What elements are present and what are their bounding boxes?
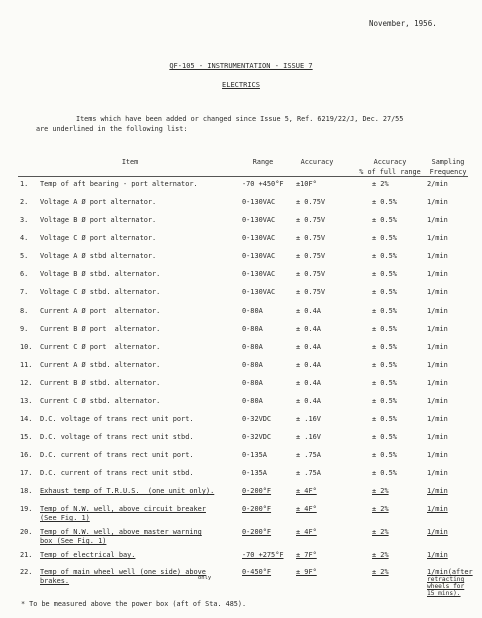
row-number: 5.: [20, 252, 29, 260]
row-sampling: 1/min: [427, 551, 448, 559]
row-sampling: 1/min: [427, 469, 448, 477]
row-accuracy: ± .16V: [296, 433, 321, 441]
row-accuracy: ± 4F°: [296, 487, 317, 495]
row-item: Temp of main wheel well (one side) above: [40, 568, 206, 576]
row-accuracy: ± 0.4A: [296, 397, 321, 405]
row-range: 0-130VAC: [242, 288, 276, 296]
row-item: Temp of aft bearing - port alternator.: [40, 180, 198, 188]
row-accuracy: ± 0.4A: [296, 343, 321, 351]
row-item: Voltage B Ø port alternator.: [40, 216, 157, 224]
row-accuracy: ± 0.4A: [296, 325, 321, 333]
row-accuracy-pfr: ± 0.5%: [372, 343, 397, 351]
row-item: Voltage C Ø port alternator.: [40, 234, 157, 242]
row-accuracy: ± 9F°: [296, 568, 317, 576]
header-range: Range: [252, 158, 274, 166]
row-sampling-continued: 15 mins).: [427, 590, 461, 597]
row-sampling: 1/min: [427, 216, 448, 224]
footnote: * To be measured above the power box (aft of Sta. 485).: [21, 600, 247, 608]
row-sampling: 1/min: [427, 379, 448, 387]
row-sampling: 1/min: [427, 288, 448, 296]
row-item: Temp of N.W. well, above master warning: [40, 528, 202, 536]
row-item-note: only: [198, 575, 212, 581]
row-accuracy: ± .75A: [296, 451, 321, 459]
row-item: Current C Ø port alternator.: [40, 343, 161, 351]
row-number: 11.: [20, 361, 33, 369]
row-number: 17.: [20, 469, 33, 477]
row-number: 1.: [20, 180, 29, 188]
row-accuracy: ± 0.75V: [296, 252, 326, 260]
row-range: 0-80A: [242, 397, 263, 405]
row-number: 16.: [20, 451, 33, 459]
row-number: 6.: [20, 270, 29, 278]
row-range: 0-32VDC: [242, 415, 272, 423]
row-accuracy-pfr: ± 0.5%: [372, 252, 397, 260]
row-sampling: 1/min: [427, 415, 448, 423]
row-item: Voltage A Ø stbd alternator.: [40, 252, 157, 260]
row-accuracy: ± 7F°: [296, 551, 317, 559]
row-accuracy: ± 0.4A: [296, 307, 321, 315]
header-item: Item: [121, 158, 139, 166]
row-accuracy: ± 0.75V: [296, 198, 326, 206]
row-number: 14.: [20, 415, 33, 423]
row-range: 0-80A: [242, 307, 263, 315]
row-item: Current B Ø stbd. alternator.: [40, 379, 161, 387]
row-item: Current A Ø port alternator.: [40, 307, 161, 315]
row-number: 22.: [20, 568, 33, 576]
row-number: 21.: [20, 551, 33, 559]
row-range: 0-135A: [242, 451, 267, 459]
row-accuracy-pfr: ± 0.5%: [372, 270, 397, 278]
row-range: 0-135A: [242, 469, 267, 477]
row-accuracy-pfr: ± 0.5%: [372, 361, 397, 369]
row-item-continued: brakes.: [40, 577, 70, 585]
row-accuracy: ± 4F°: [296, 528, 317, 536]
row-number: 15.: [20, 433, 33, 441]
row-item: Current B Ø port alternator.: [40, 325, 161, 333]
row-range: -70 +450°F: [242, 180, 284, 188]
row-sampling: 1/min: [427, 433, 448, 441]
intro-text: [36, 114, 403, 134]
row-accuracy: ± .75A: [296, 469, 321, 477]
row-accuracy-pfr: ± 2%: [372, 487, 389, 495]
intro-line-2: are underlined in the following list:: [36, 125, 188, 133]
row-number: 7.: [20, 288, 29, 296]
row-sampling: 1/min: [427, 252, 448, 260]
row-accuracy-pfr: ± 0.5%: [372, 288, 397, 296]
row-item: D.C. current of trans rect unit port.: [40, 451, 194, 459]
row-number: 12.: [20, 379, 33, 387]
header-rule: [18, 176, 468, 177]
row-item: Current C Ø stbd. alternator.: [40, 397, 161, 405]
row-sampling: 1/min: [427, 325, 448, 333]
row-accuracy: ± 0.75V: [296, 288, 326, 296]
row-accuracy-pfr: ± 2%: [372, 568, 389, 576]
row-accuracy-pfr: ± 0.5%: [372, 397, 397, 405]
row-number: 2.: [20, 198, 29, 206]
row-sampling: 1/min(after: [427, 568, 473, 576]
row-sampling-continued: wheels for: [427, 583, 465, 590]
row-accuracy: ± 4F°: [296, 505, 317, 513]
row-range: 0-130VAC: [242, 216, 276, 224]
row-sampling: 2/min: [427, 180, 448, 188]
row-sampling: 1/min: [427, 343, 448, 351]
row-item-continued: box (See Fig. 1): [40, 537, 107, 545]
row-item: D.C. voltage of trans rect unit stbd.: [40, 433, 194, 441]
row-range: 0-130VAC: [242, 234, 276, 242]
row-sampling: 1/min: [427, 361, 448, 369]
row-accuracy-pfr: ± 0.5%: [372, 198, 397, 206]
document-date: November, 1956.: [369, 19, 437, 28]
row-item-continued: (See Fig. 1): [40, 514, 90, 522]
row-accuracy-pfr: ± 0.5%: [372, 415, 397, 423]
row-range: 0-200°F: [242, 505, 272, 513]
row-accuracy: ± 0.75V: [296, 270, 326, 278]
header-sampling: Sampling Frequency: [429, 158, 467, 176]
row-number: 13.: [20, 397, 33, 405]
row-item: Voltage A Ø port alternator.: [40, 198, 157, 206]
row-accuracy-pfr: ± 0.5%: [372, 469, 397, 477]
row-item: Exhaust temp of T.R.U.S. (one unit only).: [40, 487, 215, 495]
row-accuracy-pfr: ± 0.5%: [372, 234, 397, 242]
row-number: 18.: [20, 487, 33, 495]
row-item: Temp of electrical bay.: [40, 551, 136, 559]
row-range: 0-200°F: [242, 528, 272, 536]
row-range: 0-130VAC: [242, 198, 276, 206]
row-sampling: 1/min: [427, 270, 448, 278]
row-accuracy-pfr: ± 0.5%: [372, 216, 397, 224]
row-item: Voltage B Ø stbd. alternator.: [40, 270, 161, 278]
row-accuracy: ± 0.4A: [296, 361, 321, 369]
row-item: Current A Ø stbd. alternator.: [40, 361, 161, 369]
row-number: 10.: [20, 343, 33, 351]
row-accuracy-pfr: ± 2%: [372, 551, 389, 559]
row-range: 0-200°F: [242, 487, 272, 495]
row-accuracy: ± .16V: [296, 415, 321, 423]
row-sampling: 1/min: [427, 528, 448, 536]
row-range: 0-450°F: [242, 568, 272, 576]
row-number: 9.: [20, 325, 29, 333]
row-accuracy-pfr: ± 2%: [372, 180, 389, 188]
row-accuracy: ± 0.4A: [296, 379, 321, 387]
row-item: Voltage C Ø stbd. alternator.: [40, 288, 161, 296]
row-number: 8.: [20, 307, 29, 315]
row-range: 0-80A: [242, 325, 263, 333]
row-sampling: 1/min: [427, 307, 448, 315]
row-number: 3.: [20, 216, 29, 224]
row-range: 0-80A: [242, 361, 263, 369]
row-accuracy-pfr: ± 2%: [372, 505, 389, 513]
row-range: 0-130VAC: [242, 252, 276, 260]
row-range: 0-80A: [242, 343, 263, 351]
intro-line-1: Items which have been added or changed since Issue 5, Ref. 6219/22/J, Dec. 27/55: [76, 115, 404, 123]
row-sampling: 1/min: [427, 505, 448, 513]
row-range: 0-32VDC: [242, 433, 272, 441]
section-title: ELECTRICS: [222, 81, 260, 89]
row-sampling: 1/min: [427, 451, 448, 459]
row-accuracy-pfr: ± 0.5%: [372, 433, 397, 441]
row-item: D.C. current of trans rect unit stbd.: [40, 469, 194, 477]
header-accuracy-pfr: Accuracy % of full range: [359, 158, 421, 176]
document-title: QF-105 - INSTRUMENTATION - ISSUE 7: [169, 62, 313, 70]
row-sampling: 1/min: [427, 397, 448, 405]
row-accuracy-pfr: ± 0.5%: [372, 325, 397, 333]
row-item: Temp of N.W. well, above circuit breaker: [40, 505, 206, 513]
row-item: D.C. voltage of trans rect unit port.: [40, 415, 194, 423]
row-sampling-continued: retracting: [427, 576, 465, 583]
row-number: 19.: [20, 505, 33, 513]
row-accuracy: ± 0.75V: [296, 234, 326, 242]
row-sampling: 1/min: [427, 234, 448, 242]
row-accuracy: ± 0.75V: [296, 216, 326, 224]
row-sampling: 1/min: [427, 487, 448, 495]
row-accuracy: ±10F°: [296, 180, 317, 188]
row-number: 4.: [20, 234, 29, 242]
row-number: 20.: [20, 528, 33, 536]
row-accuracy-pfr: ± 0.5%: [372, 307, 397, 315]
row-accuracy-pfr: ± 0.5%: [372, 379, 397, 387]
header-accuracy: Accuracy: [300, 158, 334, 166]
row-sampling: 1/min: [427, 198, 448, 206]
row-range: 0-80A: [242, 379, 263, 387]
row-range: -70 +275°F: [242, 551, 284, 559]
row-accuracy-pfr: ± 0.5%: [372, 451, 397, 459]
row-accuracy-pfr: ± 2%: [372, 528, 389, 536]
row-range: 0-130VAC: [242, 270, 276, 278]
